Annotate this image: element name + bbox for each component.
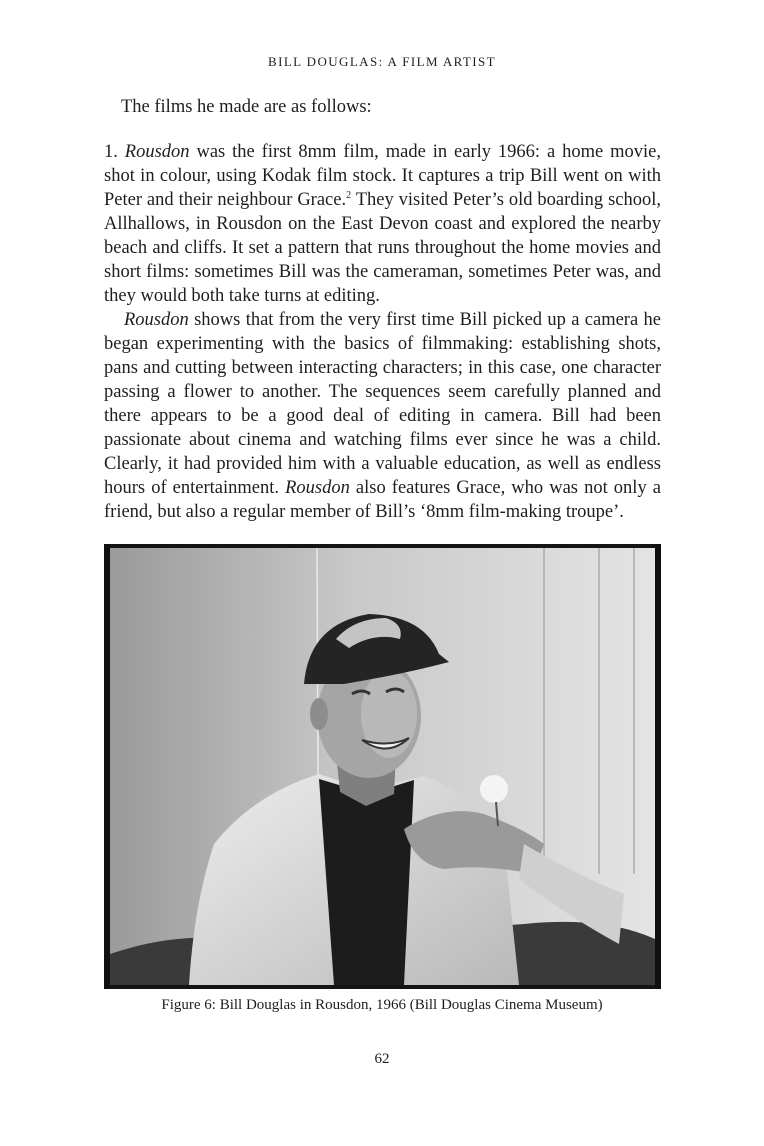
paragraph-2 [104,308,661,524]
paragraph-text: shows that from the very first time Bill picked up a camera he began experimenting with the basics of filmmaking: establishing shots, pans and cutting between interacting characters; in this case, one character passing a flower to another. The sequences seem carefully planned and there appears to be a good deal of editing in camera. Bill had been passionate about cinema and watching films ever since he was a child. Clearly, it had provided him with a valuable education, as well as endless hours of entertainment. [104,310,661,498]
figure-caption: Figure 6: Bill Douglas in Rousdon, 1966 (Bill Douglas Cinema Museum) [161,997,603,1013]
body-text [104,140,661,524]
page-number: 62 [374,1051,390,1067]
film-title: Rousdon [285,478,350,498]
intro-line: The films he made are as follows: [121,97,372,117]
list-number: 1. [104,142,125,162]
film-still-photo [104,544,661,989]
film-title: Rousdon [124,310,189,330]
paragraph-text: was the first 8mm film, made in early 1966: a home movie, shot in colour, using Kodak film stock. It captures a trip Bill went on with Peter and their neighbour Grace. [104,142,661,210]
paragraph-text: also features Grace, who was not only a friend, but also a regular member of Bill’s ‘8mm film-making troupe’. [104,478,661,522]
film-title: Rousdon [124,142,190,162]
flower [480,775,508,803]
running-head: BILL DOUGLAS: A FILM ARTIST [268,54,496,69]
paragraph-1 [104,140,661,308]
photo-illustration [104,544,661,989]
footnote-marker[interactable]: 2 [346,189,352,201]
dark-shirt [319,779,414,985]
paragraph-text: They visited Peter’s old boarding school, Allhallows, in Rousdon on the East Devon coast and explored the nearby beach and cliffs. It set a pattern that runs throughout the home movies and short films: sometimes Bill was the cameraman, sometimes Peter was, and they would both take turns at editing. [104,190,662,306]
